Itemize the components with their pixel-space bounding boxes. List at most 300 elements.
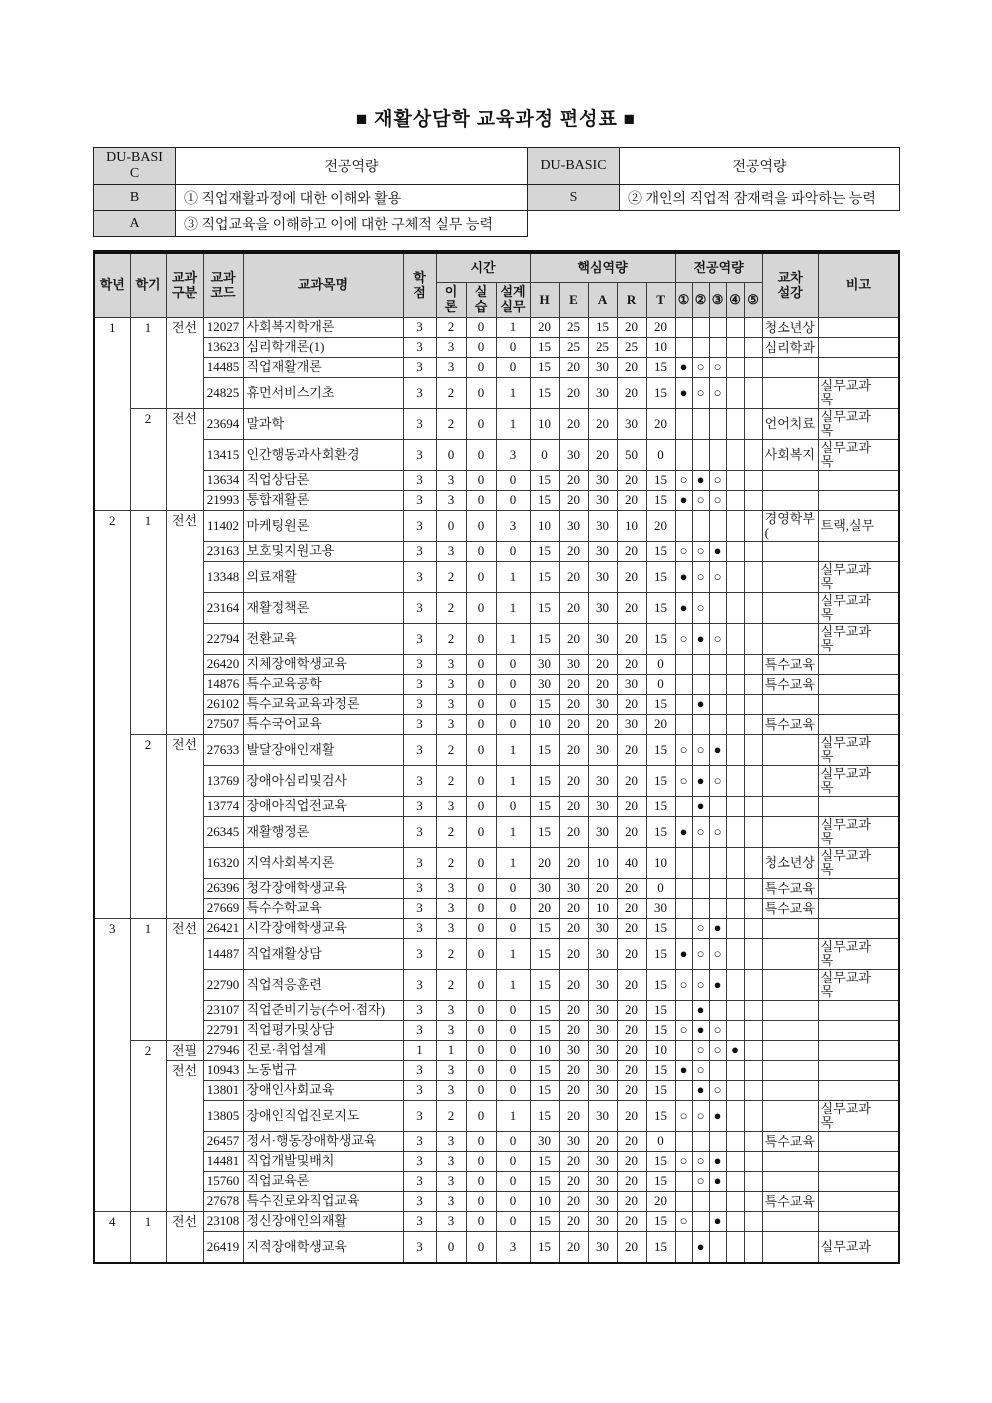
major-competency-2-cell (692, 440, 709, 471)
semester-cell: 1 (130, 919, 166, 1041)
note-cell (818, 797, 899, 817)
credit-cell: 3 (403, 766, 436, 797)
major-competency-5-cell (744, 1081, 762, 1101)
major-competency-4-cell (726, 440, 744, 471)
major-competency-1-cell (675, 675, 692, 695)
note-cell: 실무교과목 (818, 378, 899, 409)
course-code-cell: 13805 (203, 1101, 243, 1132)
practice-hours-cell: 0 (466, 939, 496, 970)
du-basic-left-header-text: DU-BASIC (106, 150, 163, 182)
major-competency-2-cell: ○ (692, 1152, 709, 1172)
major-competency-4-cell (726, 1101, 744, 1132)
major-competency-3-cell: ○ (709, 1041, 726, 1061)
curriculum-row (94, 338, 899, 358)
curriculum-row (94, 440, 899, 471)
course-name-cell: 지적장애학생교육 (243, 1232, 403, 1263)
major-competency-3-cell: ○ (709, 471, 726, 491)
course-code-cell: 26419 (203, 1232, 243, 1263)
heart-e-cell: 20 (559, 899, 588, 919)
credit-cell: 3 (403, 1232, 436, 1263)
major-competency-3-cell (709, 655, 726, 675)
heart-h-cell: 15 (530, 1021, 559, 1041)
heart-e-cell: 20 (559, 1192, 588, 1212)
curriculum-row (94, 1021, 899, 1041)
practice-hours-cell: 0 (466, 1132, 496, 1152)
course-code-cell: 23694 (203, 409, 243, 440)
curriculum-row (94, 695, 899, 715)
course-name-cell: 말과학 (243, 409, 403, 440)
design-hours-cell: 0 (496, 1192, 530, 1212)
header-major-4: ④ (726, 283, 744, 318)
cross-listing-cell: 특수교육 (762, 655, 818, 675)
course-code-cell: 22790 (203, 970, 243, 1001)
practice-hours-cell: 0 (466, 593, 496, 624)
heart-e-cell: 20 (559, 675, 588, 695)
credit-cell: 3 (403, 318, 436, 338)
heart-e-cell: 30 (559, 1041, 588, 1061)
heart-h-cell: 10 (530, 1041, 559, 1061)
major-competency-5-cell (744, 797, 762, 817)
heart-t-cell: 15 (646, 491, 675, 511)
note-cell: 실무교과목 (818, 593, 899, 624)
cross-listing-cell (762, 624, 818, 655)
theory-hours-cell: 0 (436, 511, 466, 542)
heart-r-cell: 20 (617, 1172, 646, 1192)
semester-cell: 2 (130, 409, 166, 511)
practice-hours-cell: 0 (466, 1001, 496, 1021)
major-competency-1-cell (675, 318, 692, 338)
major-competency-2-cell: ● (692, 471, 709, 491)
heart-h-cell: 15 (530, 1232, 559, 1263)
practice-hours-cell: 0 (466, 735, 496, 766)
cross-listing-cell (762, 562, 818, 593)
major-competency-2-cell: ○ (692, 1061, 709, 1081)
heart-e-cell: 20 (559, 919, 588, 939)
course-code-cell: 21993 (203, 491, 243, 511)
practice-hours-cell: 0 (466, 491, 496, 511)
major-competency-3-cell: ○ (709, 939, 726, 970)
note-cell (818, 358, 899, 378)
course-code-cell: 13348 (203, 562, 243, 593)
note-cell (818, 655, 899, 675)
practice-hours-cell: 0 (466, 358, 496, 378)
semester-cell: 2 (130, 735, 166, 919)
major-competency-4-cell (726, 409, 744, 440)
curriculum-row (94, 1041, 899, 1061)
credit-cell: 3 (403, 1212, 436, 1232)
header-major-2: ② (692, 283, 709, 318)
heart-e-cell: 25 (559, 338, 588, 358)
course-name-cell: 인간행동과사회환경 (243, 440, 403, 471)
course-name-cell: 직업교육론 (243, 1172, 403, 1192)
heart-e-cell: 20 (559, 491, 588, 511)
heart-a-cell: 20 (588, 879, 617, 899)
major-competency-4-cell (726, 899, 744, 919)
theory-hours-cell: 3 (436, 695, 466, 715)
theory-hours-cell: 3 (436, 1132, 466, 1152)
heart-a-cell: 30 (588, 1021, 617, 1041)
curriculum-row (94, 593, 899, 624)
major-competency-5-cell (744, 378, 762, 409)
major-competency-5-cell (744, 939, 762, 970)
major-competency-4-cell (726, 491, 744, 511)
heart-a-cell: 20 (588, 409, 617, 440)
credit-cell: 3 (403, 1192, 436, 1212)
course-code-cell: 23108 (203, 1212, 243, 1232)
design-hours-cell: 0 (496, 879, 530, 899)
credit-cell: 3 (403, 879, 436, 899)
heart-r-cell: 20 (617, 817, 646, 848)
note-cell: 실무교과목 (818, 766, 899, 797)
major-competency-1-cell: ● (675, 593, 692, 624)
major-competency-3-cell: ○ (709, 1021, 726, 1041)
year-cell: 1 (94, 318, 130, 511)
major-competency-2-cell: ○ (692, 358, 709, 378)
design-hours-cell: 0 (496, 655, 530, 675)
curriculum-row (94, 1172, 899, 1192)
major-competency-1-cell (675, 1172, 692, 1192)
heart-h-cell: 20 (530, 848, 559, 879)
major-competency-4-cell (726, 358, 744, 378)
cross-listing-cell (762, 695, 818, 715)
category-cell: 전선 (166, 409, 203, 511)
major-competency-1-cell (675, 1041, 692, 1061)
cross-listing-cell (762, 1212, 818, 1232)
theory-hours-cell: 3 (436, 879, 466, 899)
category-cell: 전선 (166, 318, 203, 409)
heart-t-cell: 15 (646, 562, 675, 593)
cross-listing-cell (762, 919, 818, 939)
course-code-cell: 27507 (203, 715, 243, 735)
major-competency-2-cell: ○ (692, 735, 709, 766)
major-competency-3-cell: ○ (709, 624, 726, 655)
cross-listing-cell (762, 1061, 818, 1081)
course-name-cell: 재활행정론 (243, 817, 403, 848)
header-major-competency: 전공역량 (675, 252, 762, 283)
note-cell (818, 318, 899, 338)
header-heart-e: E (559, 283, 588, 318)
theory-hours-cell: 2 (436, 970, 466, 1001)
major-competency-3-cell: ○ (709, 562, 726, 593)
cross-listing-cell: 특수교육 (762, 715, 818, 735)
course-code-cell: 24825 (203, 378, 243, 409)
heart-r-cell: 20 (617, 1001, 646, 1021)
course-code-cell: 23107 (203, 1001, 243, 1021)
heart-a-cell: 30 (588, 624, 617, 655)
credit-cell: 3 (403, 1001, 436, 1021)
heart-t-cell: 0 (646, 655, 675, 675)
note-cell: 실무교과 (818, 1232, 899, 1263)
heart-r-cell: 40 (617, 848, 646, 879)
major-competency-5-cell (744, 919, 762, 939)
major-competency-5-cell (744, 1001, 762, 1021)
course-name-cell: 직업재활상담 (243, 939, 403, 970)
heart-a-cell: 20 (588, 440, 617, 471)
practice-hours-cell: 0 (466, 471, 496, 491)
credit-cell: 3 (403, 1061, 436, 1081)
major-competency-4-cell (726, 879, 744, 899)
heart-a-cell: 30 (588, 939, 617, 970)
credit-cell: 3 (403, 1172, 436, 1192)
heart-a-cell: 25 (588, 338, 617, 358)
curriculum-row (94, 318, 899, 338)
theory-hours-cell: 3 (436, 675, 466, 695)
major-competency-5-cell (744, 624, 762, 655)
major-competency-4-cell (726, 318, 744, 338)
major-competency-5-cell (744, 471, 762, 491)
cross-listing-cell (762, 766, 818, 797)
major-competency-2-cell: ● (692, 624, 709, 655)
course-name-cell: 노동법규 (243, 1061, 403, 1081)
course-code-cell: 26102 (203, 695, 243, 715)
heart-r-cell: 20 (617, 919, 646, 939)
cross-listing-cell (762, 1101, 818, 1132)
heart-h-cell: 15 (530, 1172, 559, 1192)
design-hours-cell: 3 (496, 511, 530, 542)
theory-hours-cell: 2 (436, 593, 466, 624)
major-competency-4-cell: ● (726, 1041, 744, 1061)
note-cell: 실무교과목 (818, 817, 899, 848)
major-competency-3-cell (709, 797, 726, 817)
major-competency-2-cell: ○ (692, 817, 709, 848)
major-competency-5-cell (744, 562, 762, 593)
major-competency-5-cell (744, 1232, 762, 1263)
major-competency-3-cell (709, 848, 726, 879)
credit-cell: 3 (403, 735, 436, 766)
theory-hours-cell: 3 (436, 1061, 466, 1081)
du-basic-right-header: DU-BASIC (528, 148, 620, 185)
major-competency-2-cell: ● (692, 1232, 709, 1263)
heart-a-cell: 30 (588, 1232, 617, 1263)
heart-a-cell: 10 (588, 899, 617, 919)
design-hours-cell: 0 (496, 1021, 530, 1041)
design-hours-cell: 0 (496, 919, 530, 939)
note-cell (818, 675, 899, 695)
curriculum-row (94, 624, 899, 655)
major-competency-3-cell: ○ (709, 817, 726, 848)
course-code-cell: 14487 (203, 939, 243, 970)
major-competency-4-cell (726, 735, 744, 766)
major-competency-5-cell (744, 715, 762, 735)
heart-a-cell: 30 (588, 511, 617, 542)
course-code-cell: 12027 (203, 318, 243, 338)
heart-e-cell: 20 (559, 1152, 588, 1172)
cross-listing-cell: 특수교육 (762, 879, 818, 899)
heart-t-cell: 15 (646, 970, 675, 1001)
major-competency-1-cell: ○ (675, 542, 692, 562)
cross-listing-cell: 특수교육 (762, 675, 818, 695)
heart-e-cell: 20 (559, 1212, 588, 1232)
heart-h-cell: 15 (530, 491, 559, 511)
curriculum-row (94, 797, 899, 817)
major-competency-5-cell (744, 542, 762, 562)
heart-h-cell: 10 (530, 409, 559, 440)
heart-e-cell: 20 (559, 1001, 588, 1021)
heart-e-cell: 20 (559, 797, 588, 817)
cross-listing-cell: 청소년상 (762, 318, 818, 338)
major-competency-2-cell: ○ (692, 1172, 709, 1192)
practice-hours-cell: 0 (466, 817, 496, 848)
major-competency-1-cell: ○ (675, 1212, 692, 1232)
practice-hours-cell: 0 (466, 440, 496, 471)
major-competency-1-cell (675, 797, 692, 817)
curriculum-body (94, 318, 899, 1263)
course-name-cell: 마케팅원론 (243, 511, 403, 542)
major-competency-4-cell (726, 766, 744, 797)
major-competency-4-cell (726, 817, 744, 848)
note-cell: 실무교과목 (818, 624, 899, 655)
heart-r-cell: 20 (617, 542, 646, 562)
heart-h-cell: 15 (530, 939, 559, 970)
heart-r-cell: 20 (617, 1192, 646, 1212)
credit-cell: 3 (403, 848, 436, 879)
major-competency-5-cell (744, 766, 762, 797)
design-hours-cell: 0 (496, 1152, 530, 1172)
theory-hours-cell: 3 (436, 491, 466, 511)
note-cell (818, 338, 899, 358)
practice-hours-cell: 0 (466, 1101, 496, 1132)
design-hours-cell: 1 (496, 562, 530, 593)
course-code-cell: 13801 (203, 1081, 243, 1101)
course-name-cell: 발달장애인재활 (243, 735, 403, 766)
note-cell (818, 471, 899, 491)
design-hours-cell: 0 (496, 1172, 530, 1192)
heart-h-cell: 15 (530, 562, 559, 593)
practice-hours-cell: 0 (466, 1192, 496, 1212)
major-competency-4-cell (726, 797, 744, 817)
major-competency-1-cell: ○ (675, 471, 692, 491)
curriculum-row (94, 471, 899, 491)
practice-hours-cell: 0 (466, 624, 496, 655)
note-cell: 실무교과목 (818, 562, 899, 593)
header-major-5: ⑤ (744, 283, 762, 318)
major-competency-1-cell: ● (675, 562, 692, 593)
heart-h-cell: 30 (530, 1132, 559, 1152)
heart-h-cell: 15 (530, 735, 559, 766)
major-competency-3-cell (709, 1132, 726, 1152)
curriculum-row (94, 542, 899, 562)
heart-a-cell: 30 (588, 1041, 617, 1061)
du-basic-code-s: S (528, 185, 620, 211)
header-core-competency: 핵심역량 (530, 252, 675, 283)
major-competency-1-cell: ● (675, 939, 692, 970)
header-course-code: 교과코드 (203, 252, 243, 318)
header-semester: 학기 (130, 252, 166, 318)
competency-text-3: ③ 직업교육을 이해하고 이에 대한 구체적 실무 능력 (176, 211, 528, 237)
practice-hours-cell: 0 (466, 1232, 496, 1263)
heart-r-cell: 20 (617, 624, 646, 655)
heart-t-cell: 15 (646, 1001, 675, 1021)
header-heart-a: A (588, 283, 617, 318)
course-code-cell: 26345 (203, 817, 243, 848)
major-competency-2-cell: ○ (692, 542, 709, 562)
curriculum-row (94, 675, 899, 695)
heart-t-cell: 15 (646, 542, 675, 562)
course-name-cell: 직업평가및상담 (243, 1021, 403, 1041)
heart-t-cell: 15 (646, 766, 675, 797)
major-competency-1-cell: ● (675, 817, 692, 848)
curriculum-row (94, 562, 899, 593)
major-competency-2-cell: ○ (692, 1101, 709, 1132)
major-competency-4-cell (726, 1021, 744, 1041)
heart-r-cell: 20 (617, 378, 646, 409)
credit-cell: 3 (403, 655, 436, 675)
note-cell (818, 715, 899, 735)
major-competency-4-cell (726, 542, 744, 562)
note-cell: 실무교과목 (818, 1101, 899, 1132)
heart-e-cell: 25 (559, 318, 588, 338)
major-competency-1-cell: ○ (675, 970, 692, 1001)
theory-hours-cell: 3 (436, 471, 466, 491)
curriculum-row (94, 715, 899, 735)
semester-cell: 2 (130, 1041, 166, 1212)
course-code-cell: 26420 (203, 655, 243, 675)
competency-text-1: ① 직업재활과정에 대한 이해와 활용 (176, 185, 528, 211)
major-competency-3-cell (709, 675, 726, 695)
du-basic-row-a (94, 211, 900, 237)
design-hours-cell: 0 (496, 471, 530, 491)
heart-r-cell: 25 (617, 338, 646, 358)
heart-t-cell: 15 (646, 1232, 675, 1263)
major-competency-4-cell (726, 1192, 744, 1212)
heart-e-cell: 20 (559, 542, 588, 562)
theory-hours-cell: 3 (436, 542, 466, 562)
curriculum-table (93, 250, 900, 1264)
note-cell (818, 1212, 899, 1232)
heart-t-cell: 15 (646, 1101, 675, 1132)
major-competency-4-cell (726, 511, 744, 542)
major-competency-4-cell (726, 378, 744, 409)
curriculum-row (94, 1061, 899, 1081)
design-hours-cell: 0 (496, 542, 530, 562)
credit-cell: 3 (403, 624, 436, 655)
course-name-cell: 심리학개론(1) (243, 338, 403, 358)
major-competency-5-cell (744, 899, 762, 919)
heart-r-cell: 20 (617, 1101, 646, 1132)
heart-r-cell: 20 (617, 318, 646, 338)
heart-e-cell: 20 (559, 735, 588, 766)
course-code-cell: 13623 (203, 338, 243, 358)
course-name-cell: 직업개발및배치 (243, 1152, 403, 1172)
heart-a-cell: 30 (588, 766, 617, 797)
major-competency-5-cell (744, 409, 762, 440)
practice-hours-cell: 0 (466, 1021, 496, 1041)
practice-hours-cell: 0 (466, 378, 496, 409)
practice-hours-cell: 0 (466, 970, 496, 1001)
heart-a-cell: 15 (588, 318, 617, 338)
heart-r-cell: 20 (617, 1081, 646, 1101)
heart-h-cell: 15 (530, 695, 559, 715)
major-competency-4-cell (726, 919, 744, 939)
heart-a-cell: 30 (588, 970, 617, 1001)
heart-e-cell: 20 (559, 695, 588, 715)
practice-hours-cell: 0 (466, 1041, 496, 1061)
heart-r-cell: 20 (617, 1021, 646, 1041)
course-name-cell: 직업적응훈련 (243, 970, 403, 1001)
course-name-cell: 사회복지학개론 (243, 318, 403, 338)
theory-hours-cell: 2 (436, 817, 466, 848)
curriculum-row (94, 1192, 899, 1212)
curriculum-row (94, 817, 899, 848)
heart-r-cell: 20 (617, 1212, 646, 1232)
du-basic-code-b: B (94, 185, 176, 211)
du-basic-row-b-s (94, 185, 900, 211)
theory-hours-cell: 0 (436, 1232, 466, 1263)
course-name-cell: 특수수학교육 (243, 899, 403, 919)
course-code-cell: 22794 (203, 624, 243, 655)
heart-a-cell: 30 (588, 735, 617, 766)
competency-text-2: ② 개인의 직업적 잠재력을 파악하는 능력 (620, 185, 900, 211)
